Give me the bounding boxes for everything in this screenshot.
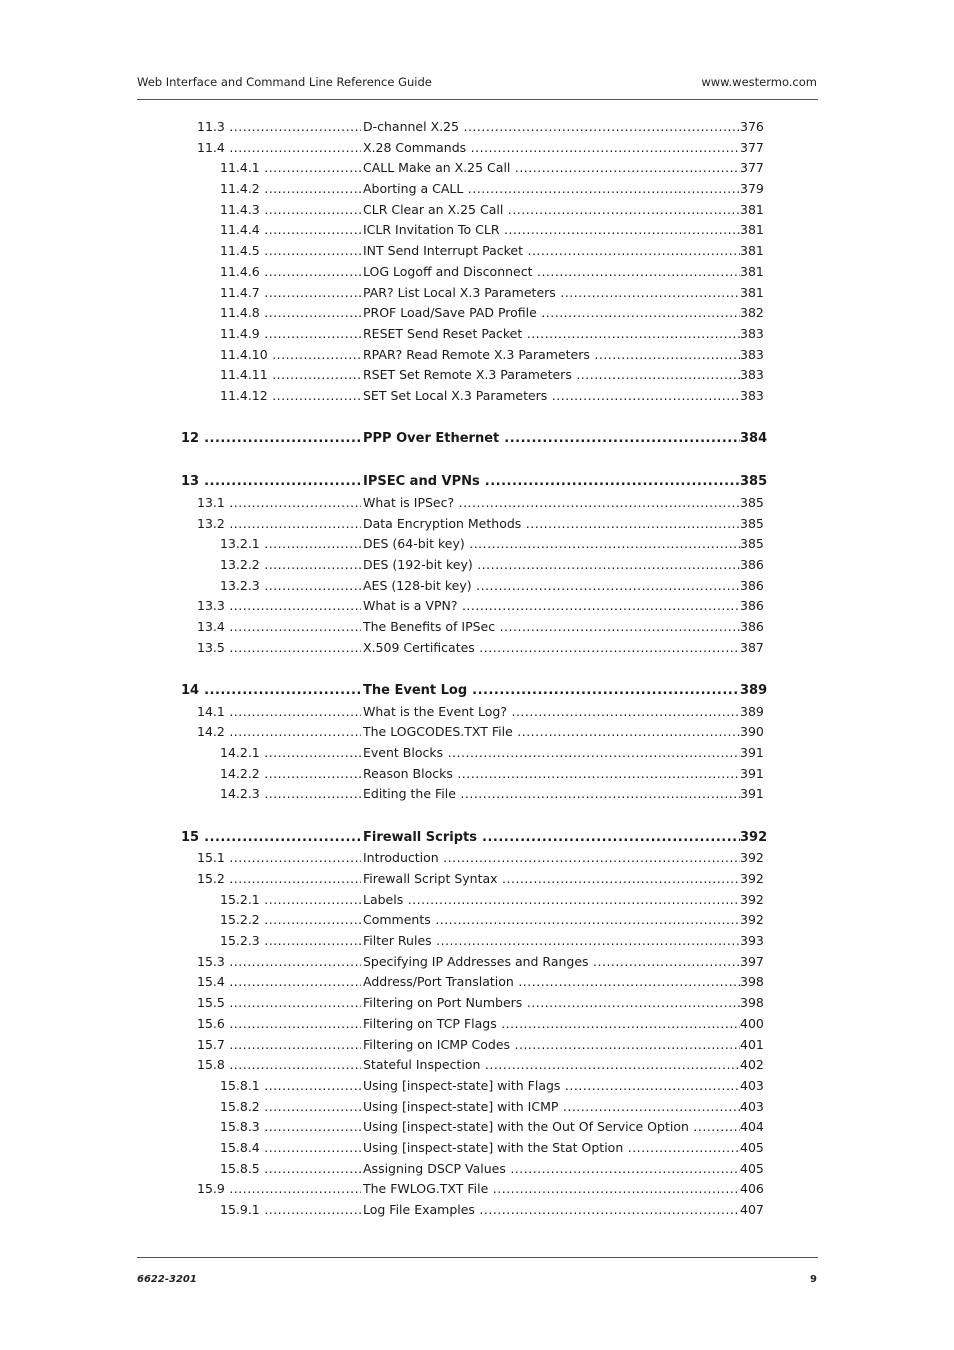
toc-entry[interactable]: 14.2 ..... The LOGCODES.TXT File ..... 390: [0, 722, 954, 743]
toc-entry[interactable]: 14.1 ..... What is the Event Log? ..... 389: [0, 702, 954, 723]
section-spacer: [0, 805, 954, 828]
toc-entry[interactable]: 15.5 ..... Filtering on Port Numbers ..... 398: [0, 993, 954, 1014]
toc-entry[interactable]: 15.2 ..... Firewall Script Syntax ..... 392: [0, 869, 954, 890]
toc-entry[interactable]: 11.3 ..... D-channel X.25 ..... 376: [0, 117, 954, 138]
header-title: Web Interface and Command Line Reference Guide: [137, 75, 432, 89]
header-divider: [137, 99, 818, 100]
toc-entry[interactable]: 15.8.4 ..... Using [inspect-state] with the Stat Option ..... 405: [0, 1138, 954, 1159]
toc-chapter-entry[interactable]: 13 ..... IPSEC and VPNs ..... 385: [0, 472, 954, 493]
toc-entry[interactable]: 15.4 ..... Address/Port Translation ..... 398: [0, 972, 954, 993]
toc-entry[interactable]: 13.2.2 ..... DES (192-bit key) ..... 386: [0, 555, 954, 576]
toc-entry[interactable]: 11.4.1 ..... CALL Make an X.25 Call ..... 377: [0, 158, 954, 179]
toc-entry[interactable]: 11.4.9 ..... RESET Send Reset Packet ..... 383: [0, 324, 954, 345]
page-footer: [137, 1274, 817, 1288]
toc-entry[interactable]: 14.2.3 ..... Editing the File ..... 391: [0, 784, 954, 805]
toc-entry[interactable]: 14.2.2 ..... Reason Blocks ..... 391: [0, 764, 954, 785]
toc-entry[interactable]: 15.2.3 ..... Filter Rules ..... 393: [0, 931, 954, 952]
toc-entry[interactable]: 11.4.5 ..... INT Send Interrupt Packet ..... 381: [0, 241, 954, 262]
toc-entry[interactable]: 11.4.3 ..... CLR Clear an X.25 Call ..... 381: [0, 200, 954, 221]
section-spacer: [0, 450, 954, 473]
page-number: 9: [810, 1274, 817, 1285]
toc-entry[interactable]: 13.2.3 ..... AES (128-bit key) ..... 386: [0, 576, 954, 597]
toc-entry[interactable]: 13.2 ..... Data Encryption Methods ..... 385: [0, 514, 954, 535]
toc-entry[interactable]: 15.1 ..... Introduction ..... 392: [0, 848, 954, 869]
toc-entry[interactable]: 11.4.2 ..... Aborting a CALL ..... 379: [0, 179, 954, 200]
toc-entry[interactable]: 15.8.5 ..... Assigning DSCP Values ..... 405: [0, 1159, 954, 1180]
toc-chapter-entry[interactable]: 12 ..... PPP Over Ethernet ..... 384: [0, 429, 954, 450]
toc-entry[interactable]: 13.4 ..... The Benefits of IPSec ..... 386: [0, 617, 954, 638]
toc-entry[interactable]: 15.6 ..... Filtering on TCP Flags ..... 400: [0, 1014, 954, 1035]
toc-entry[interactable]: 15.9 ..... The FWLOG.TXT File ..... 406: [0, 1179, 954, 1200]
page-header: [137, 75, 817, 93]
toc-entry[interactable]: 15.8.2 ..... Using [inspect-state] with ICMP ..... 403: [0, 1097, 954, 1118]
toc-entry[interactable]: 11.4.7 ..... PAR? List Local X.3 Parameters ..... 381: [0, 283, 954, 304]
toc-entry[interactable]: 15.2.1 ..... Labels ..... 392: [0, 890, 954, 911]
toc-entry[interactable]: 15.8.1 ..... Using [inspect-state] with Flags ..... 403: [0, 1076, 954, 1097]
toc-entry[interactable]: 13.2.1 ..... DES (64-bit key) ..... 385: [0, 534, 954, 555]
toc-entry[interactable]: 15.7 ..... Filtering on ICMP Codes ..... 401: [0, 1035, 954, 1056]
toc-entry[interactable]: 13.5 ..... X.509 Certificates ..... 387: [0, 638, 954, 659]
toc-entry[interactable]: 11.4.6 ..... LOG Logoff and Disconnect ..... 381: [0, 262, 954, 283]
footer-divider: [137, 1257, 818, 1258]
toc-chapter-entry[interactable]: 14 ..... The Event Log ..... 389: [0, 681, 954, 702]
section-spacer: [0, 407, 954, 430]
toc-entry[interactable]: 15.8.3 ..... Using [inspect-state] with the Out Of Service Option ..... 404: [0, 1117, 954, 1138]
toc-entry[interactable]: 11.4.12 ..... SET Set Local X.3 Parameters ..... 383: [0, 386, 954, 407]
toc-entry[interactable]: 11.4.4 ..... ICLR Invitation To CLR ..... 381: [0, 220, 954, 241]
toc-entry[interactable]: 13.1 ..... What is IPSec? ..... 385: [0, 493, 954, 514]
toc-entry[interactable]: 11.4.8 ..... PROF Load/Save PAD Profile ..... 382: [0, 303, 954, 324]
toc-chapter-entry[interactable]: 15 ..... Firewall Scripts ..... 392: [0, 828, 954, 849]
toc-entry[interactable]: 14.2.1 ..... Event Blocks ..... 391: [0, 743, 954, 764]
toc-entry[interactable]: 15.8 ..... Stateful Inspection ..... 402: [0, 1055, 954, 1076]
toc-entry[interactable]: 15.2.2 ..... Comments ..... 392: [0, 910, 954, 931]
document-number: 6622-3201: [137, 1274, 197, 1285]
header-url[interactable]: www.westermo.com: [701, 75, 817, 89]
toc-entry[interactable]: 15.9.1 ..... Log File Examples ..... 407: [0, 1200, 954, 1221]
toc-entry[interactable]: 11.4 ..... X.28 Commands ..... 377: [0, 138, 954, 159]
table-of-contents: [0, 117, 954, 1221]
toc-entry[interactable]: 13.3 ..... What is a VPN? ..... 386: [0, 596, 954, 617]
toc-entry[interactable]: 11.4.10 ..... RPAR? Read Remote X.3 Parameters ..... 383: [0, 345, 954, 366]
toc-entry[interactable]: 11.4.11 ..... RSET Set Remote X.3 Parameters ..... 383: [0, 365, 954, 386]
section-spacer: [0, 659, 954, 682]
toc-entry[interactable]: 15.3 ..... Specifying IP Addresses and Ranges ..... 397: [0, 952, 954, 973]
